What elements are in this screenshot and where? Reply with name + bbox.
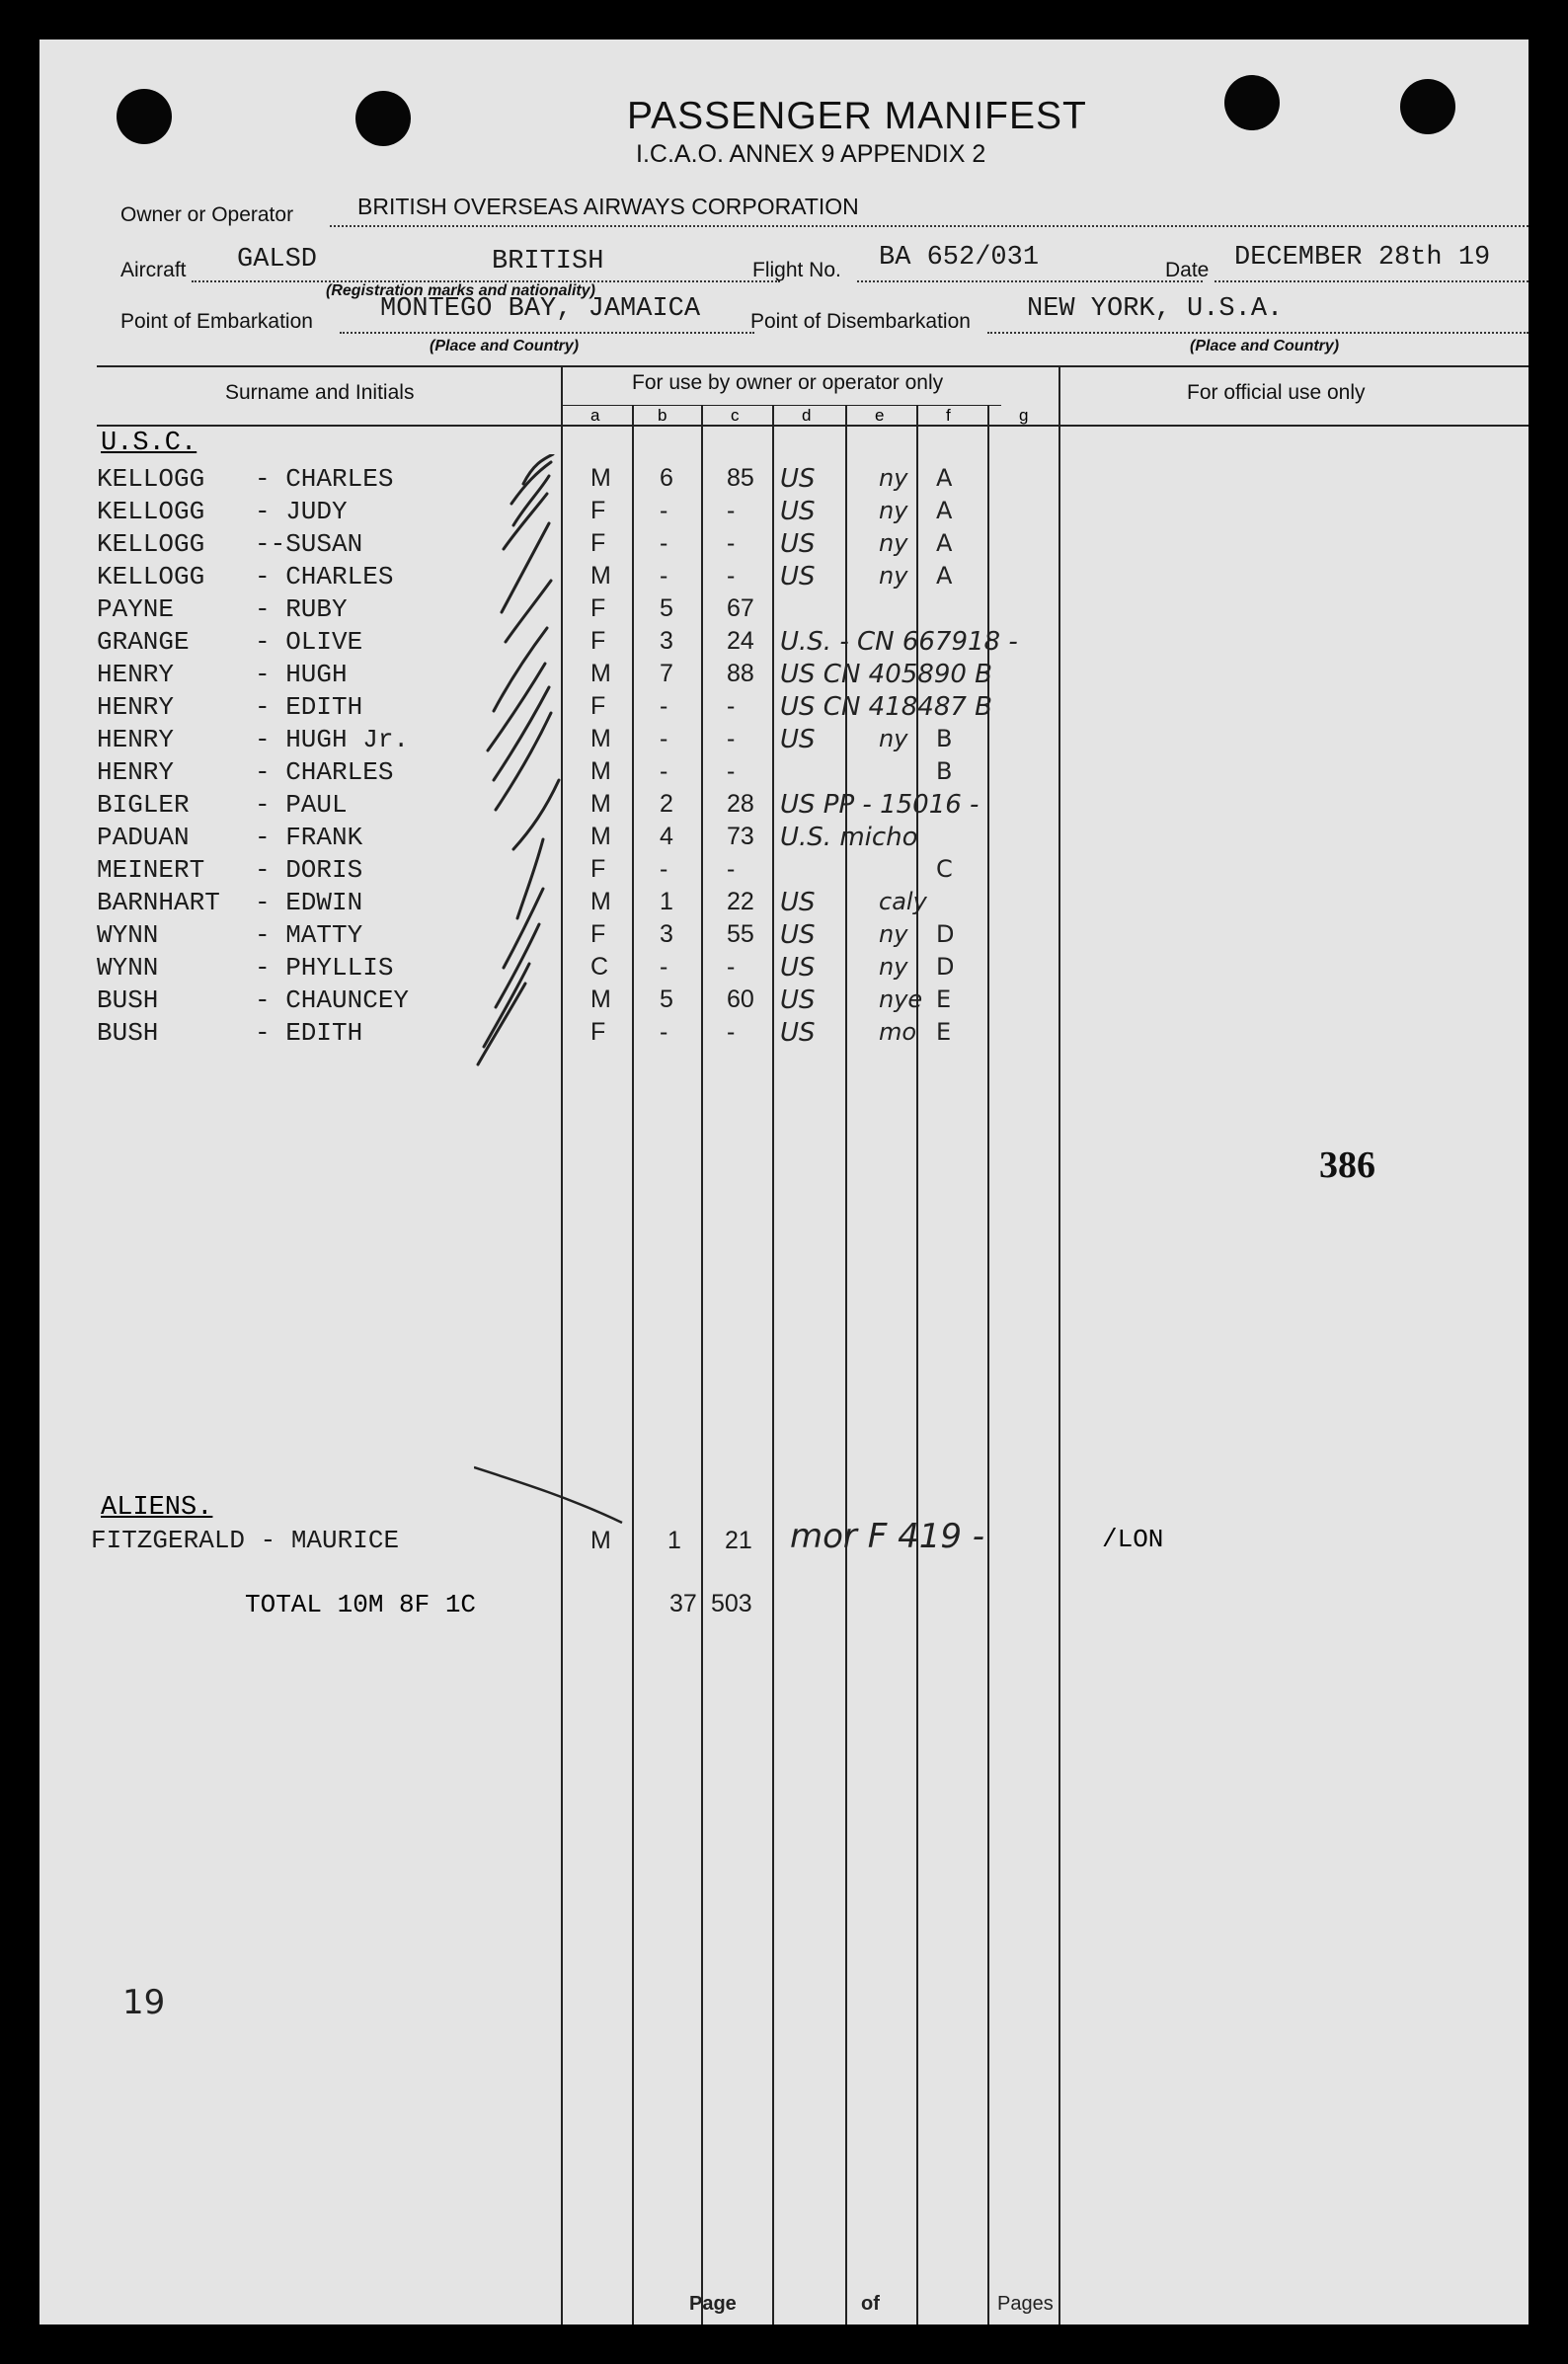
passenger-sex: M [590, 823, 611, 850]
passenger-weight: 67 [727, 594, 754, 622]
passenger-weight: - [727, 953, 736, 981]
col-divider-c [772, 405, 774, 2325]
passenger-group: 4 [660, 823, 673, 850]
passenger-surname: HENRY [97, 757, 175, 787]
alien-check-mark [474, 1459, 632, 1529]
passenger-nationality-note: US [780, 497, 816, 526]
passenger-sex: F [590, 627, 606, 655]
total-group: 37 [669, 1590, 697, 1617]
passenger-group-letter: A [936, 529, 953, 557]
passenger-weight: - [727, 725, 736, 752]
passenger-nationality-note: US [780, 562, 816, 591]
alien-official: /LON [1102, 1525, 1164, 1554]
passenger-group: 5 [660, 985, 673, 1013]
passenger-surname: HENRY [97, 725, 175, 754]
punch-hole-right-2 [1400, 79, 1455, 134]
passenger-group-letter: A [936, 497, 953, 524]
passenger-weight: 22 [727, 888, 754, 915]
passenger-destination-note: ny [879, 464, 908, 492]
passenger-weight: - [727, 497, 736, 524]
passenger-group: - [660, 757, 668, 785]
margin-note: 19 [122, 1983, 166, 2022]
passenger-surname: KELLOGG [97, 562, 205, 591]
passenger-sex: C [590, 953, 609, 981]
date-value: DECEMBER 28th 19 [1234, 243, 1491, 273]
passenger-destination-note: caly [879, 888, 927, 915]
col-owner-header: For use by owner or operator only [632, 371, 944, 394]
passenger-group: 3 [660, 627, 673, 655]
passenger-initials: - FRANK [255, 823, 363, 852]
passenger-initials: - CHARLES [255, 464, 394, 494]
passenger-destination-note: ny [879, 497, 908, 524]
passenger-initials: - HUGH [255, 660, 348, 689]
passenger-weight: - [727, 692, 736, 720]
alien-weight: 21 [725, 1527, 752, 1554]
passenger-surname: BUSH [97, 985, 159, 1015]
passenger-initials: - EDITH [255, 692, 363, 722]
passenger-surname: KELLOGG [97, 497, 205, 526]
passenger-initials: - PAUL [255, 790, 348, 820]
flight-line [857, 280, 1203, 282]
disembarkation-value: NEW YORK, U.S.A. [1027, 294, 1284, 324]
footer-of-label: of [861, 2293, 880, 2315]
subcol-b: b [658, 406, 667, 425]
passenger-weight: 55 [727, 920, 754, 948]
flight-label: Flight No. [752, 259, 841, 281]
total-weight: 503 [711, 1590, 752, 1617]
passenger-sex: F [590, 692, 606, 720]
passenger-sex: F [590, 1018, 606, 1046]
date-label: Date [1165, 259, 1210, 281]
passenger-initials: - DORIS [255, 855, 363, 885]
passenger-group: 5 [660, 594, 673, 622]
flight-value: BA 652/031 [879, 243, 1040, 273]
passenger-weight: 28 [727, 790, 754, 818]
alien-group: 1 [667, 1527, 681, 1554]
passenger-group-letter: B [936, 757, 953, 785]
passenger-group: 1 [660, 888, 673, 915]
table-header-rule [97, 425, 1529, 427]
disembarkation-caption: (Place and Country) [1190, 338, 1340, 355]
passenger-destination-note: nye [879, 985, 923, 1013]
subcol-f: f [946, 406, 951, 425]
passenger-group: 6 [660, 464, 673, 492]
passenger-group: - [660, 725, 668, 752]
owner-line [330, 225, 1529, 227]
passenger-destination-note: ny [879, 562, 908, 590]
passenger-surname: PAYNE [97, 594, 175, 624]
col-official-header: For official use only [1187, 381, 1366, 404]
passenger-destination-note: ny [879, 529, 908, 557]
passenger-surname: KELLOGG [97, 464, 205, 494]
passenger-sex: M [590, 660, 611, 687]
passenger-group-letter: B [936, 725, 953, 752]
passenger-group-letter: E [936, 985, 952, 1013]
passenger-group: 2 [660, 790, 673, 818]
passenger-surname: WYNN [97, 953, 159, 983]
subcol-d: d [802, 406, 812, 425]
aircraft-registration: GALSD [237, 245, 318, 275]
col-divider-b [701, 405, 703, 2325]
passenger-surname: KELLOGG [97, 529, 205, 559]
passenger-sex: M [590, 464, 611, 492]
section-aliens: ALIENS. [101, 1493, 213, 1523]
passenger-surname: HENRY [97, 660, 175, 689]
passenger-weight: - [727, 529, 736, 557]
embarkation-line [340, 332, 754, 334]
passenger-group: 7 [660, 660, 673, 687]
aircraft-caption: (Registration marks and nationality) [326, 282, 595, 299]
passenger-nationality-note: US PP - 15016 - [780, 790, 980, 820]
passenger-group-letter: D [936, 920, 955, 948]
alien-sex: M [590, 1527, 611, 1554]
passenger-group-letter: E [936, 1018, 952, 1046]
table-top-rule [97, 365, 1529, 367]
passenger-nationality-note: U.S. micho [780, 823, 918, 852]
passenger-group: - [660, 1018, 668, 1046]
alien-name: FITZGERALD - MAURICE [91, 1526, 400, 1555]
col-divider-official [1058, 365, 1060, 2325]
embarkation-value: MONTEGO BAY, JAMAICA [380, 294, 701, 324]
disembarkation-line [987, 332, 1529, 334]
embarkation-label: Point of Embarkation [120, 310, 313, 333]
passenger-nationality-note: US [780, 888, 816, 917]
passenger-weight: - [727, 855, 736, 883]
passenger-initials: - CHARLES [255, 757, 394, 787]
passenger-group: - [660, 953, 668, 981]
check-marks [474, 454, 592, 1066]
passenger-weight: - [727, 562, 736, 590]
passenger-sex: M [590, 888, 611, 915]
passenger-surname: BARNHART [97, 888, 220, 917]
passenger-sex: F [590, 920, 606, 948]
footer-page-label: Page [689, 2293, 737, 2315]
manifest-title: PASSENGER MANIFEST [627, 95, 1087, 137]
passenger-initials: - CHAUNCEY [255, 985, 410, 1015]
passenger-nationality-note: US [780, 725, 816, 754]
passenger-initials: - JUDY [255, 497, 348, 526]
owner-label: Owner or Operator [120, 203, 294, 226]
punch-hole-left-1 [117, 89, 172, 144]
passenger-group: - [660, 529, 668, 557]
passenger-initials: - RUBY [255, 594, 348, 624]
disembarkation-label: Point of Disembarkation [750, 310, 971, 333]
manifest-subtitle: I.C.A.O. ANNEX 9 APPENDIX 2 [636, 140, 986, 168]
subcol-g: g [1019, 406, 1029, 425]
passenger-surname: WYNN [97, 920, 159, 950]
passenger-group-letter: A [936, 562, 953, 590]
passenger-weight: - [727, 1018, 736, 1046]
passenger-destination-note: ny [879, 953, 908, 981]
passenger-group: - [660, 562, 668, 590]
passenger-weight: 88 [727, 660, 754, 687]
embarkation-caption: (Place and Country) [430, 338, 580, 355]
passenger-group-letter: D [936, 953, 955, 981]
passenger-group: - [660, 692, 668, 720]
passenger-surname: MEINERT [97, 855, 205, 885]
passenger-destination-note: ny [879, 725, 908, 752]
passenger-initials: - OLIVE [255, 627, 363, 657]
passenger-nationality-note: US CN 405890 B [780, 660, 993, 689]
passenger-weight: 24 [727, 627, 754, 655]
passenger-sex: M [590, 562, 611, 590]
passenger-nationality-note: US [780, 920, 816, 950]
manifest-page [39, 39, 1529, 2325]
subcol-a: a [590, 406, 600, 425]
passenger-group: 3 [660, 920, 673, 948]
passenger-group: - [660, 855, 668, 883]
passenger-sex: M [590, 985, 611, 1013]
date-line [1215, 280, 1529, 282]
passenger-initials: - EDWIN [255, 888, 363, 917]
passenger-sex: M [590, 757, 611, 785]
owner-value: BRITISH OVERSEAS AIRWAYS CORPORATION [357, 194, 859, 219]
aircraft-label: Aircraft [120, 259, 187, 281]
passenger-nationality-note: U.S. - CN 667918 - [780, 627, 1018, 657]
passenger-initials: - CHARLES [255, 562, 394, 591]
passenger-group: - [660, 497, 668, 524]
col-name-header: Surname and Initials [225, 381, 415, 404]
passenger-initials: - PHYLLIS [255, 953, 394, 983]
passenger-weight: - [727, 757, 736, 785]
passenger-group-letter: A [936, 464, 953, 492]
passenger-surname: GRANGE [97, 627, 190, 657]
total-label: TOTAL 10M 8F 1C [245, 1590, 477, 1619]
aircraft-nationality: BRITISH [492, 247, 604, 276]
passenger-initials: - HUGH Jr. [255, 725, 410, 754]
passenger-sex: F [590, 497, 606, 524]
section-usc: U.S.C. [101, 429, 197, 458]
passenger-nationality-note: US [780, 985, 816, 1015]
table-sub-rule [563, 405, 1001, 406]
passenger-sex: F [590, 855, 606, 883]
passenger-nationality-note: US [780, 953, 816, 983]
subcol-c: c [731, 406, 740, 425]
passenger-initials: - MATTY [255, 920, 363, 950]
passenger-weight: 73 [727, 823, 754, 850]
passenger-sex: M [590, 790, 611, 818]
passenger-group-letter: C [936, 855, 953, 883]
passenger-surname: BIGLER [97, 790, 190, 820]
punch-hole-left-2 [355, 91, 411, 146]
passenger-weight: 60 [727, 985, 754, 1013]
col-divider-a [632, 405, 634, 2325]
passenger-nationality-note: US [780, 529, 816, 559]
alien-handwritten-note: mor F 419 - [790, 1517, 985, 1556]
passenger-sex: M [590, 725, 611, 752]
passenger-destination-note: ny [879, 920, 908, 948]
passenger-nationality-note: US CN 418487 B [780, 692, 993, 722]
passenger-nationality-note: US [780, 1018, 816, 1048]
passenger-initials: --SUSAN [255, 529, 363, 559]
passenger-sex: F [590, 529, 606, 557]
punch-hole-right-1 [1224, 75, 1280, 130]
passenger-surname: HENRY [97, 692, 175, 722]
passenger-nationality-note: US [780, 464, 816, 494]
passenger-destination-note: mo [879, 1018, 917, 1046]
passenger-sex: F [590, 594, 606, 622]
passenger-weight: 85 [727, 464, 754, 492]
subcol-e: e [875, 406, 885, 425]
stamp-number: 386 [1319, 1144, 1375, 1186]
passenger-surname: BUSH [97, 1018, 159, 1048]
passenger-surname: PADUAN [97, 823, 190, 852]
footer-pages-label: Pages [997, 2293, 1054, 2315]
passenger-initials: - EDITH [255, 1018, 363, 1048]
